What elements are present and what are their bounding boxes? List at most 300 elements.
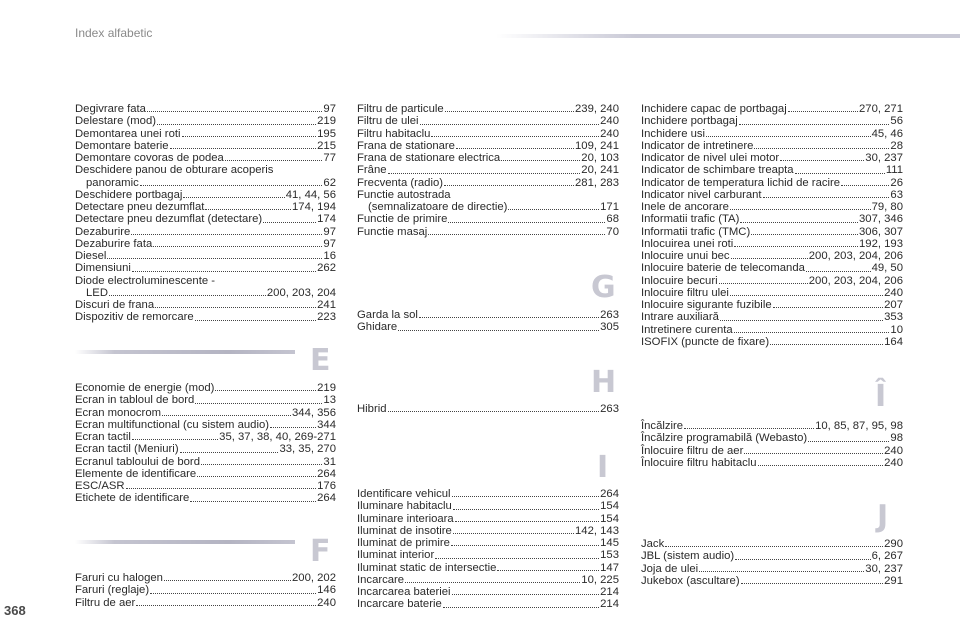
index-entry: [75, 382, 336, 394]
index-entry: [75, 103, 336, 115]
dot-leader: [132, 271, 316, 272]
index-entry-pages: 35, 37, 38, 40, 269-271: [219, 431, 336, 443]
index-entry-term: Inele de ancorare: [641, 201, 729, 213]
index-entry: [357, 309, 619, 321]
index-entry-term: Jack: [641, 538, 665, 550]
index-entry-pages: 26: [890, 176, 903, 189]
index-entry-term: Filtru habitaclu: [357, 127, 431, 140]
index-entry: [641, 177, 903, 189]
index-entry: [357, 586, 619, 598]
index-entry: [357, 226, 619, 238]
index-entry-pages: 281, 283: [575, 176, 619, 189]
section-letter-e: E: [310, 343, 331, 378]
index-entry: [641, 201, 903, 213]
index-entry-term: Iluminat de primire: [357, 537, 450, 549]
index-entry-pages: 142, 143: [575, 524, 619, 537]
index-entry: [75, 140, 336, 152]
index-entry-term: Demontare covoras de podea: [75, 152, 224, 164]
index-entry-pages: 219: [317, 382, 336, 394]
index-entry-pages: 6, 267: [871, 550, 903, 563]
index-entry-pages: 200, 202: [292, 572, 336, 584]
index-entry-term: Inlocuire unui bec: [641, 250, 730, 262]
index-entry-pages: 153: [600, 549, 619, 562]
index-entry-term: Dispozitiv de remorcare: [75, 311, 194, 324]
section-divider-g: [357, 271, 622, 303]
dot-leader: [164, 580, 291, 581]
dot-leader: [744, 453, 883, 454]
dot-leader: [180, 452, 279, 453]
dot-leader: [140, 185, 323, 186]
index-entry-pages: 240: [884, 286, 903, 299]
index-entry-pages: 200, 203, 204: [266, 286, 336, 299]
index-entry-pages: 219: [317, 115, 336, 128]
index-entry-term: Indicator nivel carburant: [641, 188, 762, 201]
dot-leader: [435, 558, 599, 559]
dot-leader: [205, 209, 291, 210]
dot-leader: [147, 111, 322, 112]
index-entry: [357, 574, 619, 586]
section-letter-i-circumflex: Î: [875, 379, 887, 414]
dot-leader: [665, 546, 883, 547]
dot-leader: [448, 222, 605, 223]
index-entry-pages: 306, 307: [859, 225, 903, 238]
index-entry-term: Inchidere capac de portbagaj: [641, 103, 787, 115]
index-entry-pages: 49, 50: [871, 262, 903, 275]
index-entry: [75, 213, 336, 225]
index-entry: [75, 443, 336, 455]
dot-leader: [453, 533, 574, 534]
index-entry: [75, 201, 336, 213]
index-entry-term: Inlocuire filtru ulei: [641, 286, 729, 299]
index-entry: [641, 189, 903, 201]
index-entry-term: ESC/ASR: [75, 480, 125, 492]
index-entry-term: Dezaburire: [75, 225, 131, 238]
index-entry-term: Inchidere portbagaj: [641, 115, 738, 128]
section-divider-i-circumflex: [641, 380, 906, 414]
dot-leader: [445, 111, 574, 112]
dot-leader: [162, 415, 291, 416]
index-entry: [357, 213, 619, 225]
index-entry-term: Inlocuire baterie de telecomanda: [641, 262, 805, 275]
index-entry: [75, 394, 336, 406]
dot-leader: [182, 136, 317, 137]
dot-leader: [456, 148, 574, 149]
index-entry-term: Inlocuire becuri: [641, 274, 718, 287]
index-entry: [357, 189, 619, 201]
index-entry-pages: 207: [884, 299, 903, 311]
dot-leader: [201, 464, 322, 465]
dot-leader: [751, 234, 858, 235]
index-entry-pages: 56: [890, 115, 903, 128]
index-entry: [357, 513, 619, 525]
dot-leader: [109, 295, 266, 296]
dot-leader: [734, 332, 890, 333]
index-entry-term: Inlocuire sigurante fuzibile: [641, 299, 772, 311]
dot-leader: [398, 330, 599, 331]
dot-leader: [730, 295, 883, 296]
dot-leader: [270, 427, 316, 428]
index-entry-term: Frecventa (radio): [357, 176, 444, 189]
dot-leader: [388, 173, 581, 174]
dot-leader: [684, 428, 814, 429]
index-entry-pages: 264: [317, 492, 336, 505]
dot-leader: [195, 403, 322, 404]
index-entry-term: Filtru de aer: [75, 596, 136, 609]
index-entry-term: Dezaburire fata: [75, 237, 153, 250]
dot-leader: [420, 124, 600, 125]
index-entry-pages: 291: [884, 574, 903, 587]
index-entry-pages: 154: [600, 500, 619, 513]
index-entry: [357, 140, 619, 152]
index-entry: [641, 432, 903, 444]
index-entry: [357, 549, 619, 561]
index-entry-term: Deschidere panou de obturare acoperis: [75, 164, 274, 177]
dot-leader: [699, 571, 864, 572]
index-entry-pages: 214: [600, 586, 619, 598]
index-entry: [641, 140, 903, 152]
dot-leader: [428, 234, 605, 235]
dot-leader: [157, 124, 316, 125]
dot-leader: [451, 545, 599, 546]
index-entry-pages: 20, 103: [581, 152, 619, 164]
index-block-h: [357, 403, 619, 415]
index-entry-pages: 45, 46: [871, 127, 903, 140]
index-entry-term: (semnalizatoare de directie): [368, 201, 508, 213]
dot-leader: [806, 271, 871, 272]
index-entry-term: Degivrare fata: [75, 103, 146, 115]
index-entry-pages: 223: [317, 311, 336, 324]
dot-leader: [734, 246, 858, 247]
section-letter-h: H: [591, 365, 617, 400]
index-entry-term: Ecran monocrom: [75, 406, 162, 419]
index-block-i-circumflex: [641, 420, 903, 469]
index-entry-term: Indicator de intretinere: [641, 139, 754, 152]
index-entry-pages: 200, 203, 204, 206: [808, 250, 903, 262]
dot-leader: [452, 496, 600, 497]
index-entry-term: Functie de primire: [357, 213, 448, 226]
index-entry-pages: 307, 346: [859, 213, 903, 226]
index-entry-pages: 33, 35, 270: [279, 443, 336, 456]
dot-leader: [795, 173, 885, 174]
index-entry: [357, 403, 619, 415]
index-entry: [641, 550, 903, 562]
index-entry-term: Diesel: [75, 250, 107, 262]
index-entry-pages: 240: [600, 127, 619, 140]
section-letter-j: J: [877, 499, 889, 534]
index-entry-pages: 270, 271: [859, 103, 903, 115]
index-entry-pages: 305: [600, 321, 619, 334]
section-divider-e: [75, 343, 340, 378]
index-block-d: [75, 103, 336, 324]
index-entry-term: Ecran multifunctional (cu sistem audio): [75, 418, 270, 431]
index-entry: [641, 262, 903, 274]
section-letter-g: G: [591, 270, 616, 305]
index-entry: [75, 189, 336, 201]
index-entry-term: Intrare auxiliară: [641, 311, 719, 324]
index-entry: [357, 177, 619, 189]
index-entry-term: Frana de stationare: [357, 139, 455, 152]
dot-leader: [841, 185, 889, 186]
index-entry-pages: 41, 44, 56: [285, 188, 336, 201]
index-entry: [75, 275, 336, 287]
index-entry-term: Demontarea unei roti: [75, 127, 181, 140]
index-entry: [75, 250, 336, 262]
index-block-j: [641, 538, 903, 587]
index-entry-pages: 240: [600, 115, 619, 128]
dot-leader: [719, 283, 808, 284]
dot-leader: [788, 111, 858, 112]
index-entry: [357, 128, 619, 140]
index-entry-term: Jukebox (ascultare): [641, 574, 740, 587]
index-entry-term: Ghidare: [357, 321, 398, 334]
section-divider-h: [357, 366, 622, 398]
index-entry: [641, 563, 903, 575]
index-entry: [641, 152, 903, 164]
dot-leader: [263, 222, 316, 223]
index-entry-term: Înlocuire filtru habitaclu: [641, 456, 757, 469]
index-entry-term: panoramic: [86, 176, 139, 189]
index-entry-term: Intretinere curenta: [641, 323, 733, 336]
index-entry: [357, 500, 619, 512]
index-entry-pages: 31: [323, 455, 336, 468]
index-entry: [357, 164, 619, 176]
dot-leader: [763, 197, 890, 198]
index-entry: [641, 575, 903, 587]
index-entry-term: Informatii trafic (TMC): [641, 225, 751, 238]
index-entry-pages: 174, 194: [292, 201, 336, 213]
dot-leader: [452, 594, 600, 595]
dot-leader: [443, 607, 599, 608]
dot-leader: [706, 136, 871, 137]
index-entry-pages: 192, 193: [859, 237, 903, 250]
index-entry-term: Informatii trafic (TA): [641, 213, 740, 226]
dot-leader: [754, 148, 889, 149]
index-entry: [75, 492, 336, 504]
index-block-e: [75, 382, 336, 505]
index-entry-term: Demontare baterie: [75, 139, 169, 152]
index-entry-term: Deschidere portbagaj: [75, 188, 183, 201]
index-entry: [641, 538, 903, 550]
dot-leader: [740, 222, 858, 223]
index-block-i2: [641, 103, 903, 348]
index-entry-pages: 200, 203, 204, 206: [808, 274, 903, 287]
index-entry-pages: 30, 237: [865, 562, 903, 575]
section-divider-j: [641, 500, 906, 532]
index-entry-term: Incarcarea bateriei: [357, 586, 451, 598]
index-entry-pages: 195: [317, 127, 336, 140]
index-entry-term: LED: [86, 286, 108, 299]
index-entry: [641, 287, 903, 299]
dot-leader: [444, 185, 574, 186]
index-entry-term: Discuri de frana: [75, 299, 155, 311]
index-entry-pages: 97: [323, 103, 336, 115]
index-entry-pages: 145: [600, 537, 619, 549]
index-entry-pages: 240: [317, 596, 336, 609]
index-entry: [75, 311, 336, 323]
index-entry-pages: 263: [600, 403, 619, 415]
index-entry-pages: 215: [317, 139, 336, 152]
dot-leader: [508, 209, 599, 210]
index-entry: [357, 525, 619, 537]
index-entry: [641, 336, 903, 348]
index-entry-pages: 146: [317, 584, 336, 597]
index-entry-term: Identificare vehicul: [357, 488, 451, 500]
dot-leader: [107, 258, 322, 259]
index-entry-term: Filtru de particule: [357, 103, 444, 115]
index-entry-pages: 28: [890, 139, 903, 152]
index-entry-pages: 111: [885, 164, 903, 177]
dot-leader: [431, 136, 599, 137]
dot-leader: [497, 570, 599, 571]
index-entry-term: Indicator de schimbare treapta: [641, 164, 794, 177]
index-entry-term: Hibrid: [357, 403, 387, 415]
index-entry-term: Delestare (mod): [75, 115, 156, 128]
index-entry-term: Iluminare habitaclu: [357, 500, 452, 513]
index-entry-term: Functie masaj: [357, 225, 428, 238]
index-entry: [641, 238, 903, 250]
index-entry-term: Încălzire: [641, 420, 684, 432]
index-entry: [75, 468, 336, 480]
index-entry: [641, 420, 903, 432]
index-entry-term: Iluminat interior: [357, 549, 435, 562]
index-entry-term: Înlocuire filtru de aer: [641, 444, 744, 457]
index-entry-pages: 344, 356: [292, 406, 336, 419]
index-entry-pages: 16: [323, 250, 336, 262]
dot-leader: [155, 307, 316, 308]
index-entry: [357, 562, 619, 574]
index-entry: [641, 213, 903, 225]
dot-leader: [720, 320, 883, 321]
index-entry-pages: 240: [884, 456, 903, 469]
index-block-g: [357, 309, 619, 334]
dot-leader: [153, 246, 322, 247]
index-entry-pages: 263: [600, 309, 619, 321]
index-entry: [641, 457, 903, 469]
index-entry: [75, 597, 336, 609]
section-letter-f: F: [310, 534, 331, 569]
index-entry-pages: 10, 225: [581, 573, 619, 586]
index-block-f2: [357, 103, 619, 238]
index-entry-pages: 109, 241: [575, 139, 619, 152]
index-entry-term: Filtru de ulei: [357, 115, 419, 128]
index-entry-pages: 147: [600, 561, 619, 574]
index-entry: [641, 324, 903, 336]
index-entry-term: Dimensiuni: [75, 262, 131, 275]
index-entry-term: JBL (sistem audio): [641, 550, 735, 563]
index-block-i1: [357, 488, 619, 611]
dot-leader: [730, 209, 871, 210]
dot-leader: [501, 160, 580, 161]
index-entry-pages: 171: [600, 201, 619, 213]
index-entry: [75, 226, 336, 238]
index-entry: [75, 115, 336, 127]
dot-leader: [183, 197, 284, 198]
dot-leader: [197, 476, 316, 477]
index-entry-term: Faruri (reglaje): [75, 584, 150, 597]
index-entry-term: Încălzire programabilă (Webasto): [641, 432, 808, 445]
index-entry-pages: 13: [323, 394, 336, 407]
index-entry: [75, 164, 336, 176]
index-entry: [641, 103, 903, 115]
index-entry: [75, 128, 336, 140]
index-entry-pages: 290: [884, 538, 903, 550]
index-entry-term: Ecran tactil (Meniuri): [75, 443, 179, 456]
dot-leader: [136, 605, 316, 606]
index-entry: [357, 598, 619, 610]
dot-leader: [741, 583, 884, 584]
index-entry: [75, 238, 336, 250]
index-entry: [75, 152, 336, 164]
index-entry-term: Diode electroluminescente -: [75, 274, 216, 287]
dot-leader: [419, 317, 599, 318]
index-entry-pages: 344: [317, 418, 336, 431]
index-entry-pages: 62: [323, 176, 336, 189]
dot-leader: [132, 439, 218, 440]
page-header-title: Index alfabetic: [75, 26, 153, 40]
index-entry-term: Iluminare interioara: [357, 512, 454, 525]
index-entry: [75, 456, 336, 468]
index-entry-term: Detectare pneu dezumflat: [75, 201, 205, 213]
header-divider: [496, 34, 960, 38]
dot-leader: [773, 307, 884, 308]
section-divider-f: [75, 534, 340, 569]
index-entry-term: Garda la sol: [357, 309, 418, 321]
index-entry: [641, 164, 903, 176]
index-entry: [357, 488, 619, 500]
index-entry-pages: 264: [317, 467, 336, 480]
index-entry: [357, 115, 619, 127]
index-entry: [75, 431, 336, 443]
index-entry-term: Detectare pneu dezumflat (detectare): [75, 213, 263, 226]
index-block-f1: [75, 572, 336, 609]
index-entry-pages: 10: [890, 323, 903, 336]
index-entry-pages: 164: [884, 335, 903, 348]
index-entry-term: Joja de ulei: [641, 562, 699, 575]
index-entry: [357, 201, 619, 213]
index-entry: [357, 321, 619, 333]
dot-leader: [405, 582, 580, 583]
dot-leader: [770, 344, 883, 345]
index-entry-term: Iluminat static de intersectie: [357, 561, 497, 574]
index-entry: [641, 275, 903, 287]
index-entry-pages: 154: [600, 512, 619, 525]
index-entry-pages: 70: [606, 225, 619, 238]
index-entry-pages: 97: [323, 237, 336, 250]
index-entry-pages: 239, 240: [575, 103, 619, 115]
index-entry-term: Economie de energie (mod): [75, 382, 215, 394]
index-entry-term: Functie autostrada: [357, 188, 451, 201]
index-entry-pages: 10, 85, 87, 95, 98: [815, 420, 903, 432]
index-entry-pages: 240: [884, 444, 903, 457]
section-letter-i: I: [597, 450, 609, 485]
index-entry-pages: 30, 237: [865, 152, 903, 164]
index-entry: [357, 537, 619, 549]
index-entry-term: Inchidere usi: [641, 127, 706, 140]
index-entry-term: Elemente de identificare: [75, 467, 197, 480]
index-entry-term: Ecran tactil: [75, 431, 131, 443]
dot-leader: [190, 501, 316, 502]
index-entry: [75, 287, 336, 299]
index-entry: [357, 103, 619, 115]
index-entry: [357, 152, 619, 164]
index-entry: [641, 226, 903, 238]
index-entry-pages: 353: [884, 311, 903, 324]
index-entry-pages: 97: [323, 225, 336, 238]
index-entry: [641, 250, 903, 262]
index-entry-term: Ecranul tabloului de bord: [75, 455, 200, 468]
index-entry-pages: 262: [317, 262, 336, 275]
dot-leader: [150, 593, 316, 594]
